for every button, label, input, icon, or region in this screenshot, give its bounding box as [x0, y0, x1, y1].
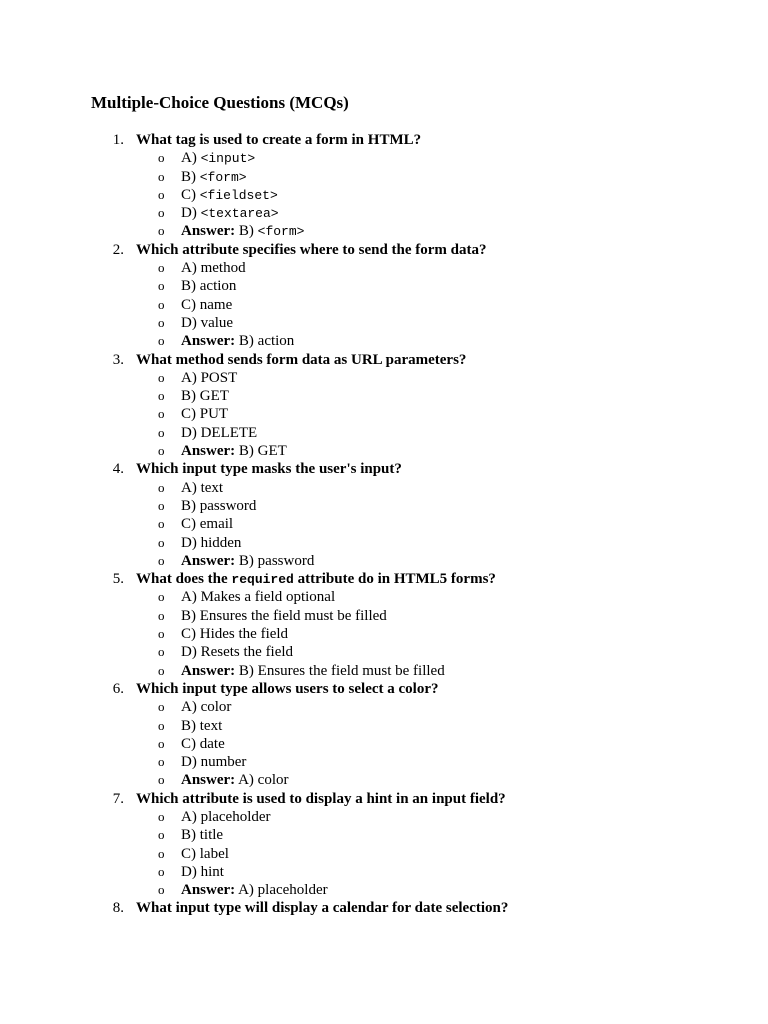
question-number: 6.	[112, 680, 124, 697]
answer-item	[91, 771, 731, 789]
option-text-run: B)	[181, 168, 200, 185]
question-text-run: What method sends form data as URL parameters?	[136, 351, 467, 368]
bullet-marker: o	[158, 260, 165, 276]
bullet-marker: o	[158, 808, 165, 824]
question-item	[91, 131, 731, 241]
answer-item	[91, 881, 731, 899]
answer-text-run: A) color	[238, 772, 289, 789]
option-list	[91, 588, 731, 679]
option-text-run: D) hint	[181, 863, 224, 880]
option-text	[181, 735, 225, 753]
answer-text-run: B) Ensures the field must be filled	[238, 662, 445, 679]
bullet-marker: o	[158, 882, 165, 898]
question-number: 4.	[112, 461, 124, 478]
option-item	[91, 625, 731, 643]
option-code: <fieldset>	[199, 187, 278, 203]
option-item	[91, 497, 731, 515]
option-item	[91, 863, 731, 881]
bullet-marker: o	[158, 589, 165, 605]
question-list	[91, 131, 731, 918]
option-text	[181, 534, 241, 552]
page-title: Multiple-Choice Questions (MCQs)	[91, 93, 349, 112]
question-text-run: What input type will display a calendar for date selection?	[136, 900, 509, 917]
question-text	[136, 131, 421, 149]
option-text-run: A) text	[181, 479, 224, 496]
answer-item	[91, 442, 731, 460]
option-text	[181, 717, 222, 735]
question-line	[91, 899, 731, 917]
option-text	[181, 277, 236, 295]
option-text-run: A) placeholder	[181, 808, 271, 825]
bullet-marker: o	[158, 314, 165, 330]
option-text	[181, 369, 237, 387]
option-text	[181, 588, 335, 606]
answer-text-run: A) placeholder	[238, 882, 328, 899]
answer-label: Answer:	[181, 223, 236, 240]
option-text	[181, 808, 271, 826]
option-text	[181, 698, 231, 716]
question-text	[136, 570, 496, 589]
option-item	[91, 808, 731, 826]
option-item	[91, 405, 731, 423]
option-text	[181, 168, 247, 187]
option-code: <textarea>	[200, 206, 279, 222]
bullet-marker: o	[158, 479, 165, 495]
option-item	[91, 534, 731, 552]
option-text	[181, 314, 233, 332]
question-text-run: What does the	[136, 571, 232, 588]
bullet-marker: o	[158, 772, 165, 788]
question-text	[136, 460, 402, 478]
option-text-run: A) Makes a field optional	[181, 589, 336, 606]
bullet-marker: o	[158, 607, 165, 623]
option-text	[181, 479, 223, 497]
option-text-run: A)	[181, 150, 201, 167]
bullet-marker: o	[158, 150, 165, 166]
bullet-marker: o	[158, 296, 165, 312]
answer-label: Answer:	[181, 333, 236, 350]
option-item	[91, 168, 731, 186]
question-line	[91, 790, 731, 808]
bullet-marker: o	[158, 369, 165, 385]
option-item	[91, 424, 731, 442]
bullet-marker: o	[158, 699, 165, 715]
option-item	[91, 204, 731, 222]
question-text	[136, 680, 438, 698]
answer-text	[181, 881, 328, 899]
question-line	[91, 351, 731, 369]
option-text-run: C) label	[181, 845, 229, 862]
question-text-run: attribute do in HTML5 forms?	[293, 571, 496, 588]
bullet-marker: o	[158, 205, 165, 221]
answer-text	[181, 771, 289, 789]
bullet-marker: o	[158, 827, 165, 843]
bullet-marker: o	[158, 278, 165, 294]
option-code: <input>	[200, 151, 256, 167]
question-line	[91, 131, 731, 149]
question-number: 1.	[112, 132, 124, 148]
option-text	[181, 515, 233, 533]
answer-text-run: B) action	[238, 333, 295, 350]
answer-text	[181, 222, 304, 241]
question-item	[91, 790, 731, 900]
option-text	[181, 149, 255, 168]
option-text	[181, 204, 279, 223]
question-item	[91, 570, 731, 680]
answer-text	[181, 332, 294, 350]
answer-text-run: B) password	[238, 552, 315, 569]
question-item	[91, 460, 731, 570]
question-text-run: Which attribute specifies where to send the form data?	[136, 241, 487, 258]
option-text-run: B) action	[181, 278, 237, 295]
bullet-marker: o	[158, 534, 165, 550]
option-item	[91, 296, 731, 314]
bullet-marker: o	[158, 333, 165, 349]
option-item	[91, 479, 731, 497]
question-text	[136, 241, 487, 259]
option-text	[181, 405, 228, 423]
answer-code: <form>	[257, 224, 305, 240]
option-item	[91, 314, 731, 332]
option-text-run: C) name	[181, 296, 233, 313]
question-number: 2.	[112, 241, 124, 258]
bullet-marker: o	[158, 662, 165, 678]
option-text-run: B) GET	[181, 388, 229, 405]
option-text	[181, 625, 288, 643]
answer-item	[91, 222, 731, 240]
bullet-marker: o	[158, 443, 165, 459]
bullet-marker: o	[158, 552, 165, 568]
bullet-marker: o	[158, 186, 165, 202]
option-item	[91, 845, 731, 863]
answer-item	[91, 332, 731, 350]
answer-label: Answer:	[181, 443, 236, 460]
bullet-marker: o	[158, 644, 165, 660]
bullet-marker: o	[158, 497, 165, 513]
option-item	[91, 588, 731, 606]
option-list	[91, 149, 731, 240]
option-text	[181, 753, 246, 771]
option-text-run: D) Resets the field	[181, 644, 294, 661]
question-number: 5.	[112, 571, 124, 588]
option-text-run: C)	[181, 186, 200, 203]
option-list	[91, 479, 731, 570]
answer-label: Answer:	[181, 882, 236, 899]
option-text	[181, 424, 257, 442]
option-text	[181, 259, 246, 277]
option-item	[91, 277, 731, 295]
question-item	[91, 241, 731, 351]
question-text-run: Which input type allows users to select a color?	[136, 680, 439, 697]
option-text-run: C) PUT	[181, 406, 229, 423]
option-list	[91, 698, 731, 789]
option-item	[91, 698, 731, 716]
option-text-run: B) title	[181, 827, 224, 844]
question-text-run: Which input type masks the user's input?	[136, 461, 402, 478]
option-text-run: A) POST	[181, 369, 238, 386]
question-text	[136, 790, 506, 808]
option-item	[91, 186, 731, 204]
bullet-marker: o	[158, 717, 165, 733]
answer-label: Answer:	[181, 662, 236, 679]
option-list	[91, 369, 731, 460]
option-item	[91, 643, 731, 661]
option-text-run: C) date	[181, 735, 225, 752]
question-text-run: What tag is used to create a form in HTML?	[136, 132, 422, 148]
question-line	[91, 460, 731, 478]
option-text-run: D) number	[181, 754, 247, 771]
question-text-run: Which attribute is used to display a hint in an input field?	[136, 790, 506, 807]
bullet-marker: o	[158, 754, 165, 770]
question-text	[136, 899, 508, 917]
answer-item	[91, 552, 731, 570]
option-text	[181, 387, 229, 405]
question-number: 8.	[112, 900, 124, 917]
answer-text	[181, 552, 314, 570]
option-text-run: D) hidden	[181, 534, 242, 551]
question-line	[91, 241, 731, 259]
bullet-marker: o	[158, 424, 165, 440]
answer-item	[91, 662, 731, 680]
option-list	[91, 808, 731, 899]
option-code: <form>	[199, 169, 247, 185]
option-text	[181, 296, 232, 314]
option-text-run: B) Ensures the field must be filled	[181, 607, 387, 624]
option-item	[91, 717, 731, 735]
question-item	[91, 899, 731, 917]
answer-label: Answer:	[181, 772, 236, 789]
bullet-marker: o	[158, 516, 165, 532]
option-text-run: D)	[181, 205, 201, 222]
option-text	[181, 607, 387, 625]
option-text	[181, 643, 293, 661]
option-item	[91, 735, 731, 753]
option-text	[181, 497, 256, 515]
question-number: 3.	[112, 351, 124, 368]
option-item	[91, 753, 731, 771]
bullet-marker: o	[158, 388, 165, 404]
option-text-run: B) text	[181, 717, 223, 734]
option-text	[181, 863, 224, 881]
question-item	[91, 680, 731, 790]
option-text-run: A) color	[181, 699, 232, 716]
answer-label: Answer:	[181, 552, 236, 569]
option-item	[91, 607, 731, 625]
option-text	[181, 186, 278, 205]
bullet-marker: o	[158, 223, 165, 239]
option-text	[181, 826, 223, 844]
question-number: 7.	[112, 790, 124, 807]
question-line	[91, 680, 731, 698]
option-item	[91, 149, 731, 167]
answer-text-run: B)	[238, 223, 258, 240]
answer-text-run: B) GET	[238, 443, 287, 460]
option-text-run: D) DELETE	[181, 424, 258, 441]
question-item	[91, 351, 731, 461]
bullet-marker: o	[158, 735, 165, 751]
option-list	[91, 259, 731, 350]
bullet-marker: o	[158, 626, 165, 642]
option-text-run: C) email	[181, 516, 234, 533]
bullet-marker: o	[158, 168, 165, 184]
option-item	[91, 259, 731, 277]
option-item	[91, 826, 731, 844]
answer-text	[181, 662, 445, 680]
bullet-marker: o	[158, 845, 165, 861]
bullet-marker: o	[158, 863, 165, 879]
option-text-run: A) method	[181, 260, 246, 277]
bullet-marker: o	[158, 406, 165, 422]
option-text-run: C) Hides the field	[181, 626, 289, 643]
option-item	[91, 369, 731, 387]
option-item	[91, 387, 731, 405]
question-code: required	[231, 572, 294, 588]
option-item	[91, 515, 731, 533]
option-text-run: B) password	[181, 497, 257, 514]
answer-text	[181, 442, 287, 460]
option-text-run: D) value	[181, 314, 234, 331]
question-line	[91, 570, 731, 588]
option-text	[181, 845, 229, 863]
question-text	[136, 351, 466, 369]
